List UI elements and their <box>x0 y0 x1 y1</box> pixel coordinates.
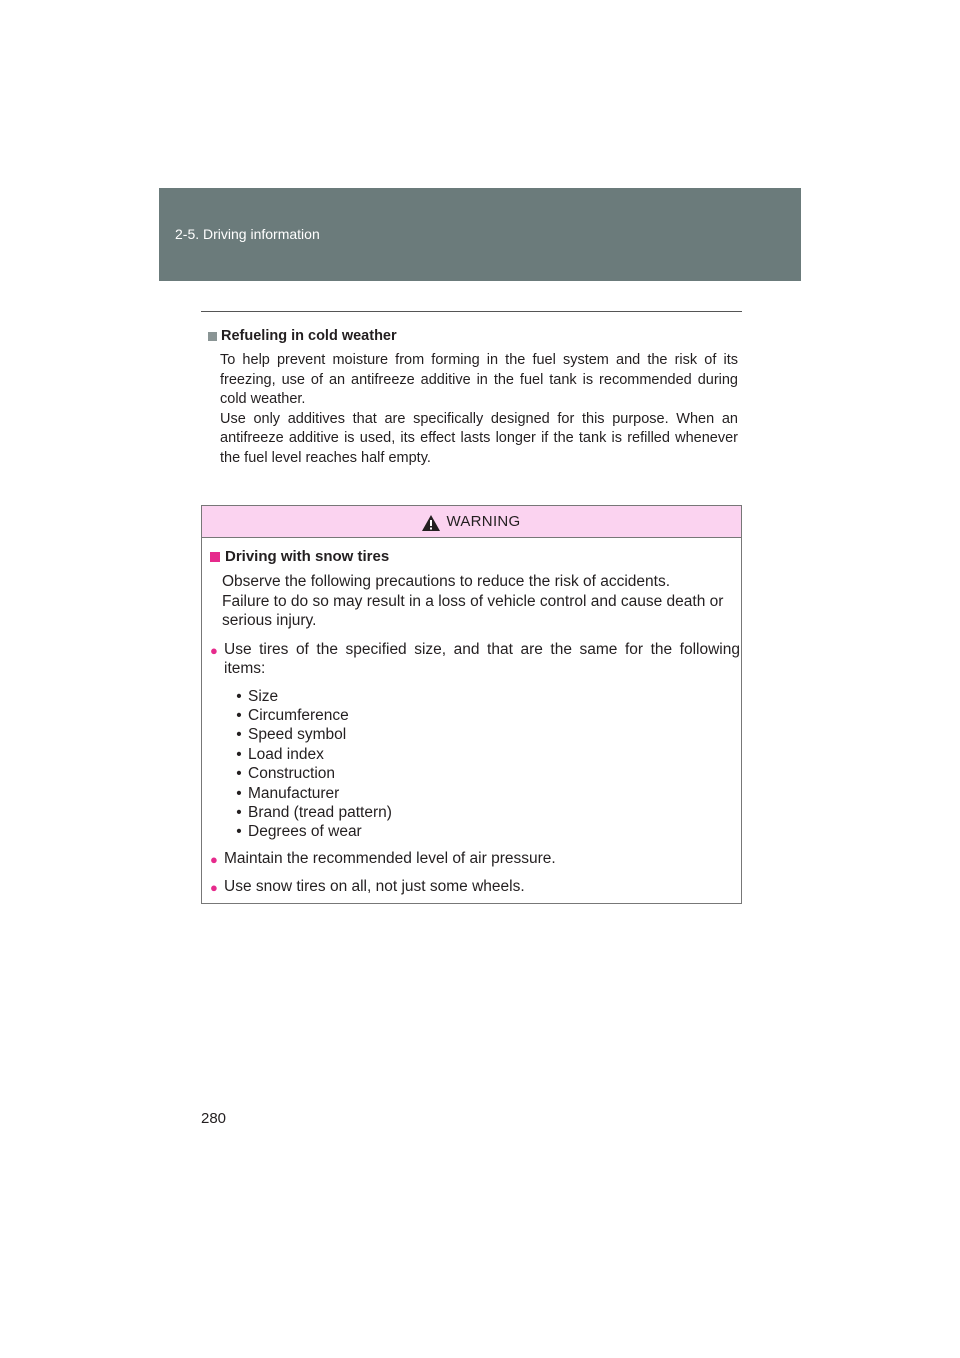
list-item: • Circumference <box>236 706 349 724</box>
list-item: • Brand (tread pattern) <box>236 803 392 821</box>
note-section <box>208 328 738 468</box>
warning-intro <box>222 572 740 631</box>
warning-subtitle: Driving with snow tires <box>225 548 390 565</box>
list-item: • Load index <box>236 745 324 763</box>
warning-subheading <box>210 548 741 565</box>
warning-label: WARNING <box>446 513 521 530</box>
section-title: 2-5. Driving information <box>175 226 320 242</box>
note-body <box>220 351 738 468</box>
bullet-item <box>210 640 740 679</box>
note-paragraph-2: Use only additives that are specifically designed for this purpose. When an antifreeze additive is used, its effect lasts longer if the tank is refilled whenever the fuel level reaches half empty. <box>220 410 738 466</box>
tire-items-list <box>230 687 741 842</box>
header-band <box>159 188 801 281</box>
warning-intro-1: Observe the following precautions to reduce the risk of accidents. <box>222 573 671 590</box>
bullet-text: Use snow tires on all, not just some wheels. <box>224 878 525 896</box>
circle-bullet-icon: ● <box>210 851 218 867</box>
warning-content <box>202 538 741 898</box>
bullet-item <box>210 877 740 898</box>
list-item: • Size <box>236 687 279 705</box>
list-item: • Speed symbol <box>236 726 347 744</box>
list-item: • Construction <box>236 765 336 783</box>
circle-bullet-icon: ● <box>210 880 218 896</box>
warning-triangle-icon <box>422 515 440 531</box>
bullet-item <box>210 849 740 870</box>
note-heading <box>208 328 738 344</box>
bullet-text: Use tires of the specified size, and that are the same for the following items: <box>224 640 740 677</box>
note-paragraph-1: To help prevent moisture from forming in the fuel system and the risk of its freezing, use of an antifreeze additive in the fuel tank is recommended during cold weather. <box>220 352 738 407</box>
square-bullet-icon <box>210 552 220 562</box>
divider <box>201 311 742 312</box>
warning-header <box>202 506 741 538</box>
list-item: • Manufacturer <box>236 784 340 802</box>
warning-box <box>201 505 742 904</box>
square-bullet-icon <box>208 332 217 341</box>
circle-bullet-icon: ● <box>210 642 218 658</box>
bullet-text: Maintain the recommended level of air pressure. <box>224 849 556 867</box>
note-title: Refueling in cold weather <box>221 328 397 344</box>
warning-intro-2: Failure to do so may result in a loss of vehicle control and cause death or serious injury. <box>222 592 724 629</box>
page-number: 280 <box>201 1110 227 1127</box>
list-item: • Degrees of wear <box>236 823 362 841</box>
